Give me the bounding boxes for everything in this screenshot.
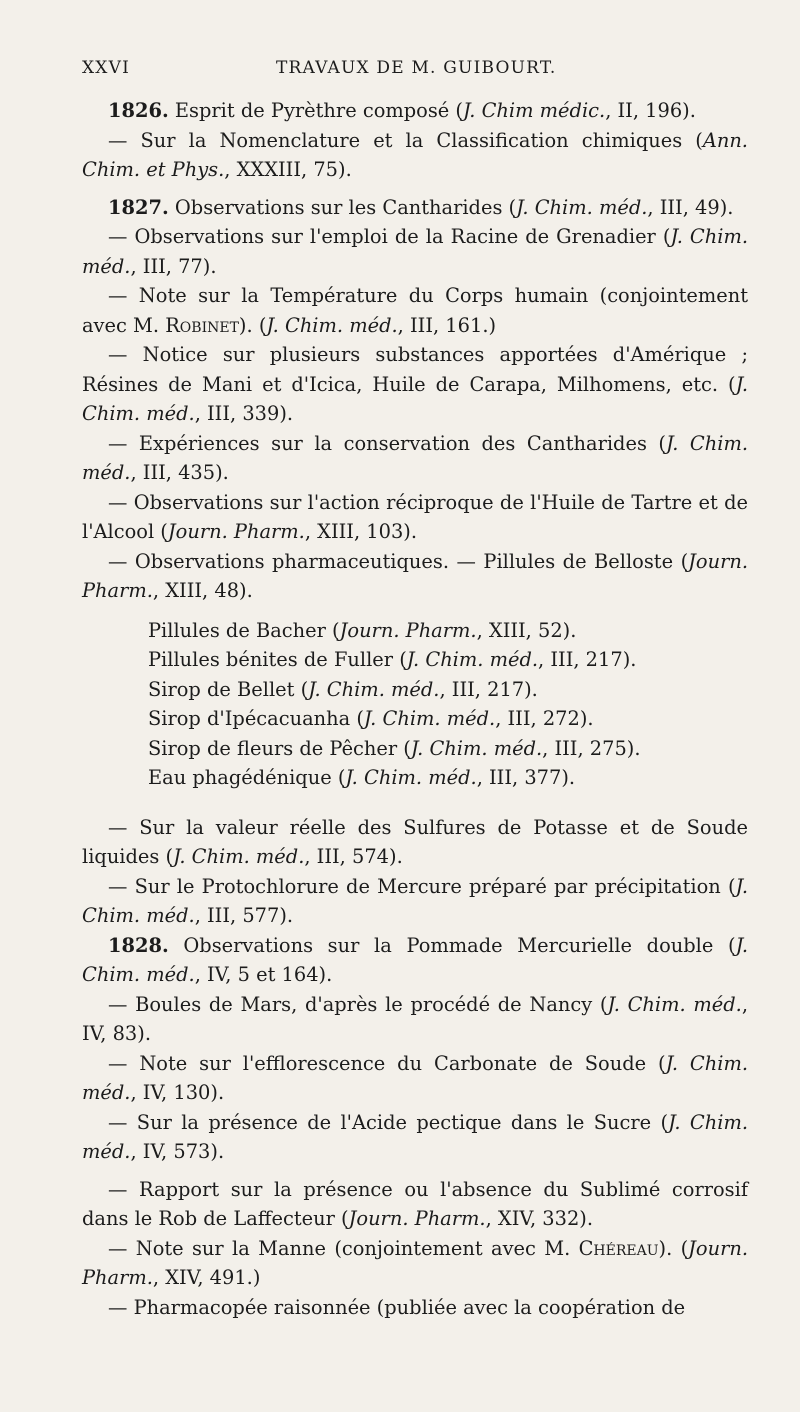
entry-reference: J. Chim. méd.	[607, 992, 742, 1016]
entry-reference-tail: , III, 435).	[130, 461, 229, 484]
entry-dash: —	[108, 1110, 137, 1134]
entry-reference: Journ. Pharm.	[167, 520, 305, 543]
sub-list	[148, 616, 748, 793]
entry-dash: —	[108, 431, 139, 455]
entry-text: Note sur la Manne (conjointement avec M.	[135, 1236, 579, 1260]
entry-reference: J. Chim. méd.	[82, 874, 748, 927]
bibliography-entry	[148, 616, 748, 646]
entry-dash: —	[108, 128, 141, 152]
entry-dash: —	[108, 1051, 140, 1075]
entry-reference-tail: , III, 275).	[542, 736, 641, 760]
entry-dash: —	[108, 1177, 139, 1201]
bibliography-entry	[82, 340, 748, 429]
entry-reference: Journ. Pharm.	[348, 1207, 486, 1230]
entry-reference-tail: , IV, 5 et 164).	[194, 963, 333, 986]
entry-year: 1827.	[108, 195, 169, 219]
entry-reference-tail: , III, 577).	[194, 904, 294, 927]
entry-year: 1828.	[108, 933, 169, 957]
bibliography-entry	[82, 1049, 748, 1108]
entry-dash: —	[108, 1295, 134, 1319]
entry-text: Sur la présence de l'Acide pectique dans le Sucre (	[136, 1110, 669, 1134]
bibliography-entry	[82, 1293, 748, 1323]
entry-dash: —	[108, 343, 143, 366]
entry-reference-tail: , III, 161.)	[397, 313, 497, 337]
bibliography-entry	[82, 1108, 748, 1167]
entry-text-cont: ). (	[658, 1236, 689, 1260]
bibliography-entry	[82, 1175, 748, 1234]
entry-year: 1826.	[108, 99, 169, 122]
entry-text: Sirop d'Ipécacuanha (	[148, 707, 364, 730]
entry-reference: J. Chim. méd.	[516, 195, 648, 219]
bibliography-entry	[82, 990, 748, 1049]
entry-reference: Ann. Chim. et Phys.	[82, 128, 748, 181]
entry-reference: J. Chim. méd.	[82, 225, 748, 278]
entry-dash: —	[108, 815, 140, 839]
entry-text: Observations pharmaceutiques. — Pillules de Belloste (	[134, 549, 689, 573]
entry-text: Boules de Mars, d'après le procédé de Nancy (	[135, 992, 608, 1016]
bibliography-entry	[82, 281, 748, 340]
entry-reference-tail: , XIV, 332).	[485, 1207, 594, 1230]
entry-reference: J. Chim. méd.	[82, 431, 749, 484]
entry-text: Observations sur la Pommade Mercurielle double (	[168, 933, 736, 957]
entry-dash: —	[108, 225, 135, 248]
entry-dash: —	[108, 284, 139, 307]
entry-reference-tail: , XIII, 48).	[152, 579, 253, 602]
entry-dash: —	[108, 549, 135, 573]
running-header	[82, 58, 748, 84]
entry-person: Robinet	[165, 313, 239, 337]
bibliography-entry	[82, 126, 748, 185]
entry-reference-tail: , XIV, 491.)	[152, 1266, 261, 1289]
entry-reference-tail: , IV, 83).	[82, 992, 748, 1045]
entry-reference: J. Chim. méd.	[266, 313, 398, 337]
running-title: TRAVAUX DE M. GUIBOURT.	[276, 58, 557, 78]
entry-person: Chéreau	[578, 1236, 659, 1260]
bibliography-entry	[148, 675, 748, 705]
entry-reference-tail: , III, 272).	[495, 707, 594, 730]
entry-text: Sur la Nomenclature et la Classification chimiques (	[140, 128, 703, 152]
bibliography-entry	[82, 872, 748, 931]
entry-reference: J. Chim. méd.	[173, 845, 305, 868]
entry-text: Pillules de Bacher (	[148, 618, 340, 642]
entry-text: Pillules bénites de Fuller (	[148, 648, 407, 671]
entry-text: Note sur l'efflorescence du Carbonate de Soude (	[139, 1051, 666, 1075]
entry-reference: J. Chim. méd.	[410, 736, 543, 760]
entry-text: Sirop de fleurs de Pêcher (	[148, 736, 411, 760]
entry-reference: J. Chim. méd.	[82, 372, 748, 425]
bibliography-entry	[148, 734, 748, 764]
entry-reference-tail: , IV, 130).	[130, 1081, 225, 1104]
entry-reference: J. Chim médic.	[463, 99, 606, 122]
entry-reference-tail: , II, 196).	[605, 99, 696, 122]
bibliography-entry	[148, 763, 748, 793]
entry-text: Observations sur les Cantharides (	[168, 195, 517, 219]
bibliography-entry	[82, 222, 748, 281]
entry-text: Rapport sur la présence ou l'absence du Sublimé corrosif dans le Rob de Laffecteur (	[82, 1177, 749, 1230]
entry-text: Expériences sur la conservation des Cantharides (	[138, 431, 666, 455]
entry-reference: J. Chim. méd.	[363, 707, 496, 730]
entry-text: Esprit de Pyrèthre composé (	[168, 99, 463, 122]
entry-text: Sirop de Bellet (	[148, 677, 309, 701]
entry-reference-tail: , XIII, 52).	[476, 618, 577, 642]
entry-dash: —	[108, 992, 136, 1016]
bibliography-entry	[148, 645, 748, 675]
entry-reference-tail: , IV, 573).	[130, 1140, 225, 1163]
entry-reference: J. Chim. méd.	[406, 648, 539, 671]
page-number: XXVI	[82, 58, 130, 78]
entry-text: Sur le Protochlorure de Mercure préparé par précipitation (	[134, 874, 736, 898]
bibliography-body	[82, 96, 748, 1322]
entry-reference-tail: , XIII, 103).	[304, 520, 418, 543]
entry-reference: Journ. Pharm.	[82, 549, 748, 602]
bibliography-entry	[82, 96, 748, 126]
entry-reference: J. Chim. méd.	[82, 933, 748, 986]
entry-text-cont: ). (	[238, 313, 267, 337]
bibliography-entry	[82, 931, 748, 990]
entry-text: Sur la valeur réelle des Sulfures de Potasse et de Soude liquides (	[82, 815, 748, 868]
bibliography-entry	[82, 429, 748, 488]
entry-text: Observations sur l'emploi de la Racine de Grenadier (	[134, 225, 671, 248]
entries-block-2	[82, 813, 748, 1323]
entry-dash: —	[108, 1236, 136, 1260]
bibliography-entry	[82, 813, 748, 872]
bibliography-entry	[148, 704, 748, 734]
bibliography-entry	[82, 488, 748, 547]
entry-text: Pharmacopée raisonnée (publiée avec la coopération de	[133, 1295, 686, 1319]
entry-reference-tail: , III, 377).	[476, 766, 576, 789]
bibliography-entry	[82, 193, 748, 223]
entries-block-1	[82, 96, 748, 606]
entry-reference-tail: , XXXIII, 75).	[224, 158, 352, 181]
entry-text: Eau phagédénique (	[148, 766, 346, 789]
entry-text: Observations sur l'action réciproque de l'Huile de Tartre et de l'Alcool (	[82, 490, 748, 543]
entry-reference: J. Chim. méd.	[308, 677, 440, 701]
bibliography-entry	[82, 547, 748, 606]
entry-reference-tail: , III, 49).	[647, 195, 734, 219]
entry-dash: —	[108, 874, 135, 898]
entry-reference-tail: , III, 217).	[439, 677, 538, 701]
entry-reference-tail: , III, 217).	[538, 648, 637, 671]
entry-text: Notice sur plusieurs substances apportées d'Amérique ; Résines de Mani et d'Icica, Huile de Carapa, Milhomens, etc. (	[82, 343, 749, 396]
entry-reference: J. Chim. méd.	[82, 1110, 748, 1163]
entry-reference: Journ. Pharm.	[82, 1236, 748, 1289]
entry-reference-tail: , III, 339).	[194, 402, 294, 425]
entry-text: Note sur la Température du Corps humain (conjointement avec M.	[82, 284, 749, 337]
entry-reference-tail: , III, 77).	[130, 254, 217, 278]
entry-reference: J. Chim. méd.	[345, 766, 477, 789]
entry-reference: J. Chim. méd.	[82, 1051, 748, 1104]
bibliography-entry	[82, 1234, 748, 1293]
entry-dash: —	[108, 490, 134, 514]
entry-reference: Journ. Pharm.	[339, 618, 477, 642]
entry-reference-tail: , III, 574).	[304, 845, 403, 868]
